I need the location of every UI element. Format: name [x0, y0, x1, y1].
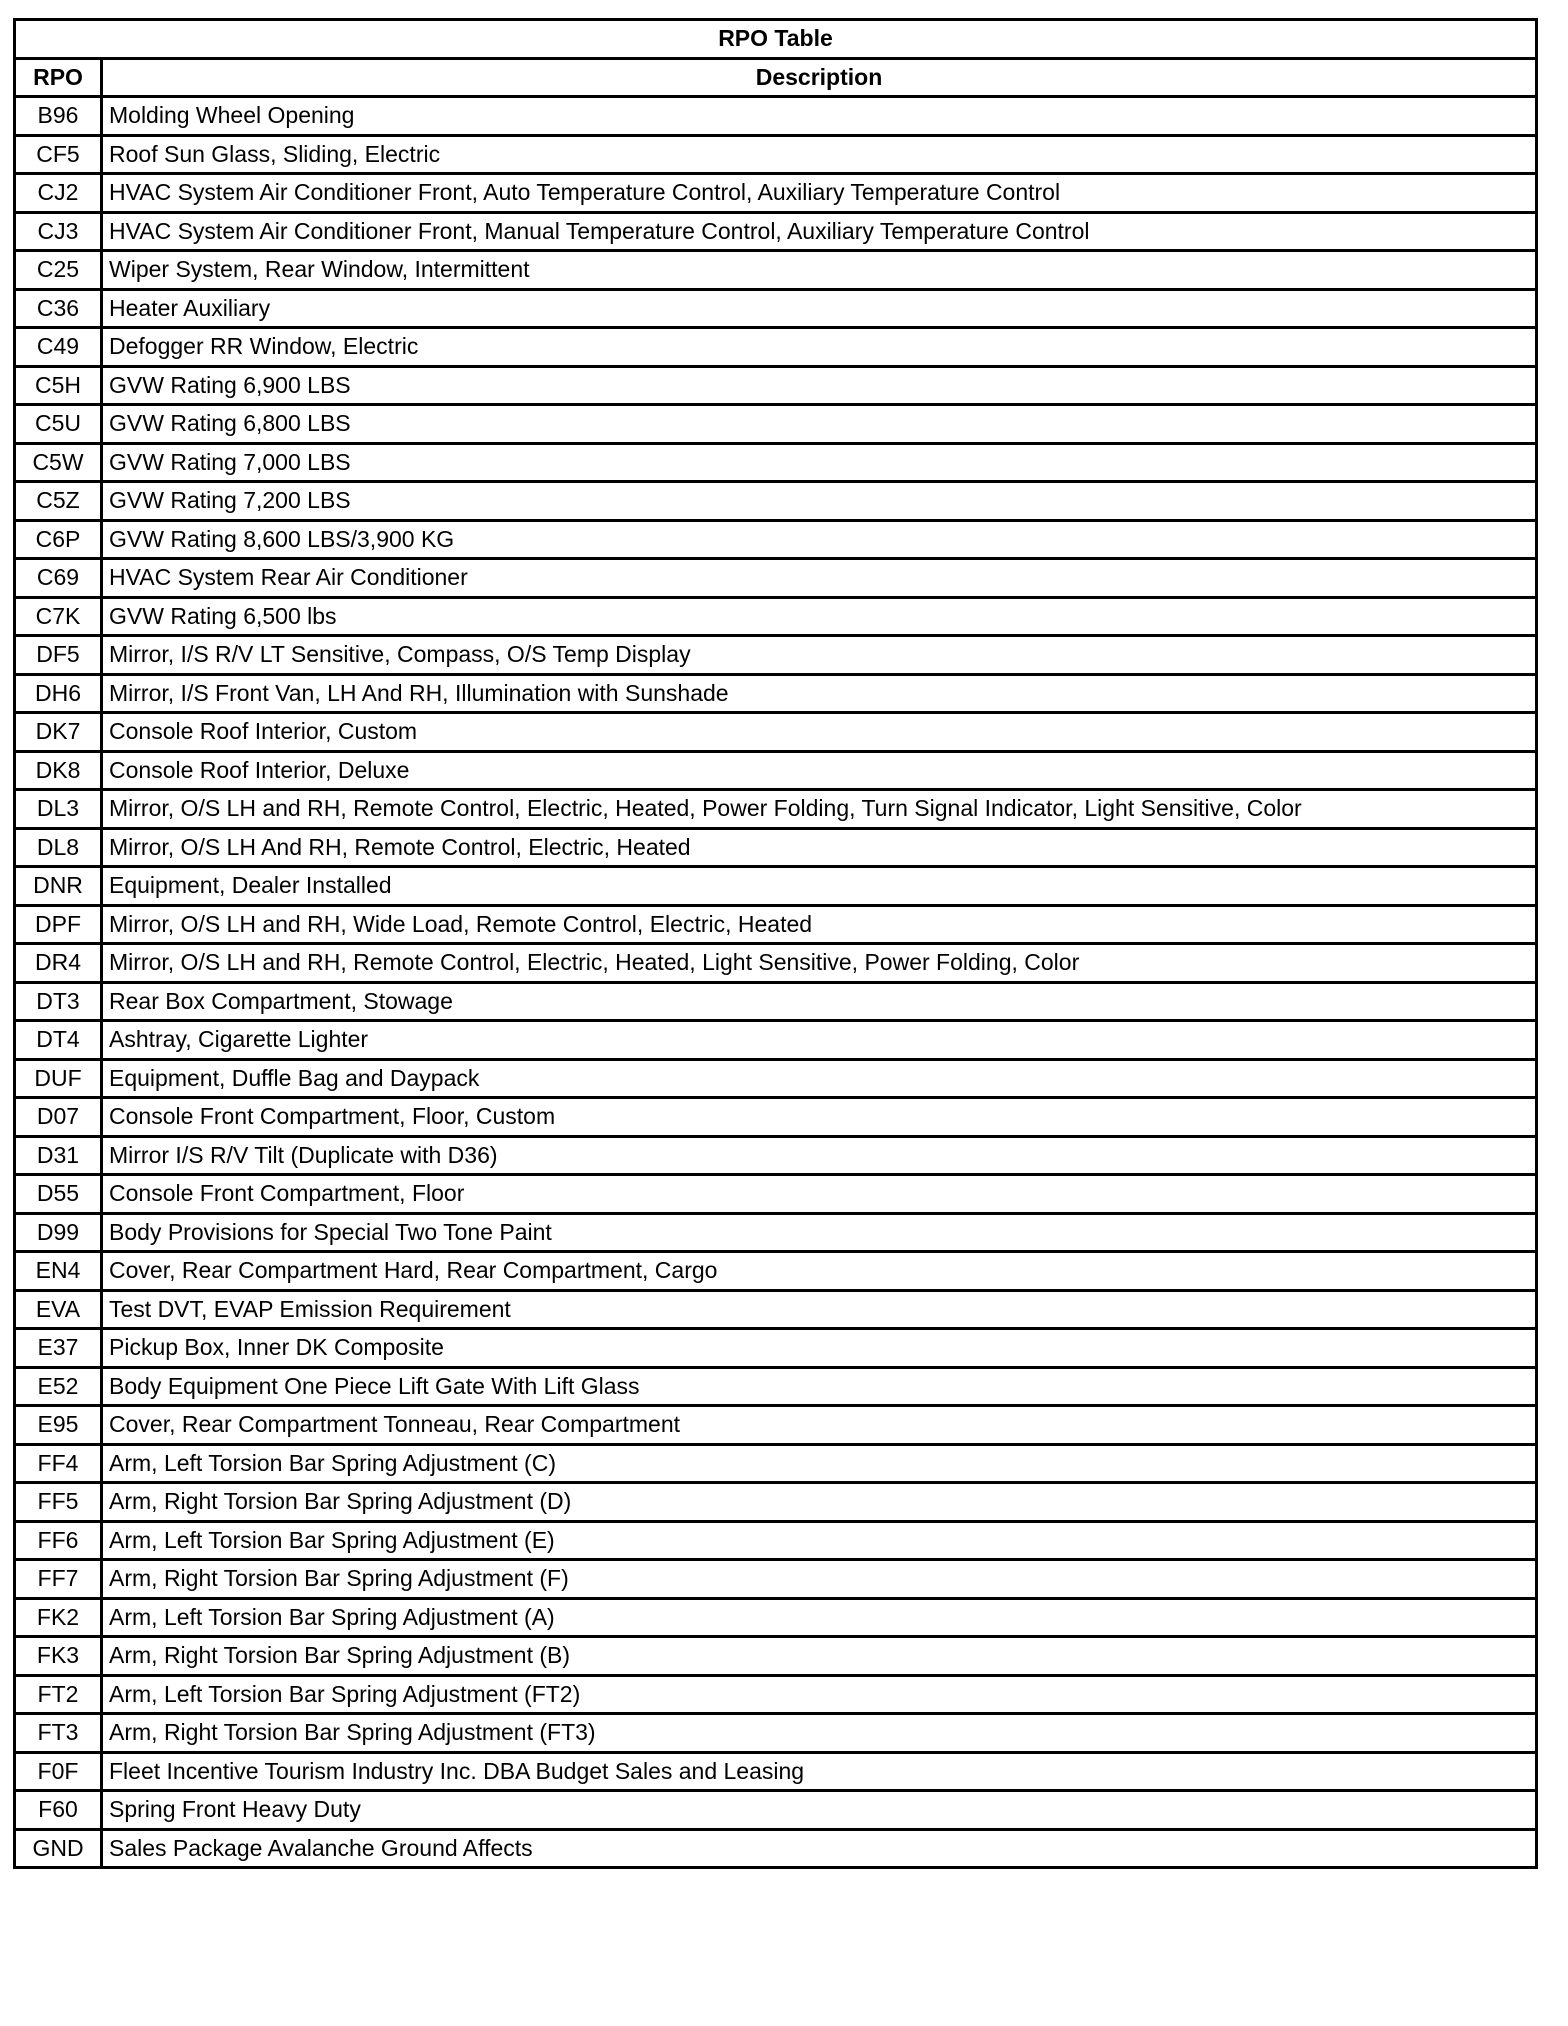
- rpo-code-cell: DH6: [15, 674, 102, 713]
- table-row: [15, 597, 1537, 636]
- description-cell: Mirror, O/S LH And RH, Remote Control, Electric, Heated: [102, 828, 1537, 867]
- description-cell: Arm, Left Torsion Bar Spring Adjustment (E): [102, 1521, 1537, 1560]
- description-cell: Console Front Compartment, Floor: [102, 1175, 1537, 1214]
- rpo-code-cell: DT4: [15, 1021, 102, 1060]
- description-cell: Arm, Right Torsion Bar Spring Adjustment (FT3): [102, 1714, 1537, 1753]
- table-body: [15, 97, 1537, 1868]
- description-cell: Arm, Left Torsion Bar Spring Adjustment (C): [102, 1444, 1537, 1483]
- rpo-code-cell: D31: [15, 1136, 102, 1175]
- description-cell: Defogger RR Window, Electric: [102, 328, 1537, 367]
- description-cell: Molding Wheel Opening: [102, 97, 1537, 136]
- rpo-code-cell: C5Z: [15, 482, 102, 521]
- header-row: [15, 58, 1537, 97]
- table-row: [15, 1059, 1537, 1098]
- table-row: [15, 1290, 1537, 1329]
- table-row: [15, 135, 1537, 174]
- table-row: [15, 1598, 1537, 1637]
- table-row: [15, 405, 1537, 444]
- table-row: [15, 97, 1537, 136]
- description-cell: Equipment, Duffle Bag and Daypack: [102, 1059, 1537, 1098]
- table-title: RPO Table: [15, 20, 1537, 59]
- table-row: [15, 867, 1537, 906]
- description-cell: Mirror I/S R/V Tilt (Duplicate with D36): [102, 1136, 1537, 1175]
- rpo-code-cell: D07: [15, 1098, 102, 1137]
- table-row: [15, 520, 1537, 559]
- description-cell: Arm, Right Torsion Bar Spring Adjustment (B): [102, 1637, 1537, 1676]
- table-row: [15, 1829, 1537, 1868]
- description-cell: GVW Rating 7,200 LBS: [102, 482, 1537, 521]
- rpo-code-cell: FF6: [15, 1521, 102, 1560]
- rpo-code-cell: D99: [15, 1213, 102, 1252]
- description-cell: Roof Sun Glass, Sliding, Electric: [102, 135, 1537, 174]
- rpo-code-cell: EVA: [15, 1290, 102, 1329]
- table-row: [15, 1791, 1537, 1830]
- table-row: [15, 790, 1537, 829]
- rpo-code-cell: DK8: [15, 751, 102, 790]
- table-row: [15, 1213, 1537, 1252]
- rpo-code-cell: EN4: [15, 1252, 102, 1291]
- description-cell: HVAC System Rear Air Conditioner: [102, 559, 1537, 598]
- table-row: [15, 1675, 1537, 1714]
- description-cell: Pickup Box, Inner DK Composite: [102, 1329, 1537, 1368]
- table-row: [15, 1329, 1537, 1368]
- rpo-code-cell: CJ3: [15, 212, 102, 251]
- rpo-code-cell: C49: [15, 328, 102, 367]
- rpo-code-cell: DR4: [15, 944, 102, 983]
- rpo-code-cell: DF5: [15, 636, 102, 675]
- rpo-code-cell: FF4: [15, 1444, 102, 1483]
- rpo-code-cell: DL3: [15, 790, 102, 829]
- description-cell: HVAC System Air Conditioner Front, Manual Temperature Control, Auxiliary Temperature Control: [102, 212, 1537, 251]
- description-cell: Body Equipment One Piece Lift Gate With Lift Glass: [102, 1367, 1537, 1406]
- table-row: [15, 1252, 1537, 1291]
- rpo-code-cell: E95: [15, 1406, 102, 1445]
- table-row: [15, 828, 1537, 867]
- table-row: [15, 1521, 1537, 1560]
- rpo-code-cell: C5W: [15, 443, 102, 482]
- description-cell: Arm, Right Torsion Bar Spring Adjustment (D): [102, 1483, 1537, 1522]
- rpo-code-cell: DUF: [15, 1059, 102, 1098]
- description-cell: Rear Box Compartment, Stowage: [102, 982, 1537, 1021]
- rpo-code-cell: C6P: [15, 520, 102, 559]
- rpo-code-cell: GND: [15, 1829, 102, 1868]
- description-cell: GVW Rating 6,800 LBS: [102, 405, 1537, 444]
- table-row: [15, 174, 1537, 213]
- rpo-code-cell: F60: [15, 1791, 102, 1830]
- rpo-code-cell: FK2: [15, 1598, 102, 1637]
- table-row: [15, 1367, 1537, 1406]
- rpo-code-cell: C5U: [15, 405, 102, 444]
- table-row: [15, 636, 1537, 675]
- description-cell: GVW Rating 6,900 LBS: [102, 366, 1537, 405]
- description-cell: Mirror, O/S LH and RH, Remote Control, Electric, Heated, Light Sensitive, Power Folding, Color: [102, 944, 1537, 983]
- description-cell: Test DVT, EVAP Emission Requirement: [102, 1290, 1537, 1329]
- description-cell: Wiper System, Rear Window, Intermittent: [102, 251, 1537, 290]
- table-row: [15, 1637, 1537, 1676]
- table-row: [15, 443, 1537, 482]
- description-cell: Arm, Right Torsion Bar Spring Adjustment (F): [102, 1560, 1537, 1599]
- description-cell: Console Front Compartment, Floor, Custom: [102, 1098, 1537, 1137]
- description-cell: GVW Rating 7,000 LBS: [102, 443, 1537, 482]
- rpo-code-cell: C69: [15, 559, 102, 598]
- table-row: [15, 328, 1537, 367]
- table-row: [15, 1752, 1537, 1791]
- rpo-code-cell: FF7: [15, 1560, 102, 1599]
- table-row: [15, 1560, 1537, 1599]
- rpo-code-cell: FF5: [15, 1483, 102, 1522]
- description-cell: Mirror, O/S LH and RH, Remote Control, Electric, Heated, Power Folding, Turn Signal Indicator, Light Sensitive, Color: [102, 790, 1537, 829]
- rpo-code-cell: F0F: [15, 1752, 102, 1791]
- rpo-table: [13, 18, 1538, 1869]
- description-cell: Mirror, O/S LH and RH, Wide Load, Remote Control, Electric, Heated: [102, 905, 1537, 944]
- description-cell: Equipment, Dealer Installed: [102, 867, 1537, 906]
- table-row: [15, 1714, 1537, 1753]
- table-row: [15, 1021, 1537, 1060]
- rpo-code-cell: FK3: [15, 1637, 102, 1676]
- description-cell: Sales Package Avalanche Ground Affects: [102, 1829, 1537, 1868]
- description-cell: Arm, Left Torsion Bar Spring Adjustment (A): [102, 1598, 1537, 1637]
- description-cell: GVW Rating 8,600 LBS/3,900 KG: [102, 520, 1537, 559]
- table-row: [15, 212, 1537, 251]
- description-cell: Console Roof Interior, Custom: [102, 713, 1537, 752]
- rpo-code-cell: B96: [15, 97, 102, 136]
- rpo-code-cell: E52: [15, 1367, 102, 1406]
- table-row: [15, 251, 1537, 290]
- description-cell: Body Provisions for Special Two Tone Paint: [102, 1213, 1537, 1252]
- description-cell: Mirror, I/S R/V LT Sensitive, Compass, O/S Temp Display: [102, 636, 1537, 675]
- table-row: [15, 1406, 1537, 1445]
- table-row: [15, 1444, 1537, 1483]
- rpo-code-cell: D55: [15, 1175, 102, 1214]
- table-row: [15, 1098, 1537, 1137]
- title-row: [15, 20, 1537, 59]
- description-cell: HVAC System Air Conditioner Front, Auto Temperature Control, Auxiliary Temperature Control: [102, 174, 1537, 213]
- rpo-code-cell: C5H: [15, 366, 102, 405]
- rpo-code-cell: E37: [15, 1329, 102, 1368]
- rpo-code-cell: DNR: [15, 867, 102, 906]
- table-row: [15, 1483, 1537, 1522]
- description-cell: Cover, Rear Compartment Hard, Rear Compartment, Cargo: [102, 1252, 1537, 1291]
- table-row: [15, 289, 1537, 328]
- rpo-code-cell: CJ2: [15, 174, 102, 213]
- rpo-code-cell: CF5: [15, 135, 102, 174]
- rpo-code-cell: C36: [15, 289, 102, 328]
- rpo-code-cell: FT2: [15, 1675, 102, 1714]
- description-cell: Cover, Rear Compartment Tonneau, Rear Compartment: [102, 1406, 1537, 1445]
- description-cell: Arm, Left Torsion Bar Spring Adjustment (FT2): [102, 1675, 1537, 1714]
- rpo-column-header: RPO: [15, 58, 102, 97]
- table-row: [15, 905, 1537, 944]
- table-row: [15, 1175, 1537, 1214]
- rpo-code-cell: DL8: [15, 828, 102, 867]
- description-cell: Console Roof Interior, Deluxe: [102, 751, 1537, 790]
- table-row: [15, 482, 1537, 521]
- table-row: [15, 559, 1537, 598]
- rpo-code-cell: C25: [15, 251, 102, 290]
- table-row: [15, 366, 1537, 405]
- rpo-code-cell: C7K: [15, 597, 102, 636]
- rpo-code-cell: FT3: [15, 1714, 102, 1753]
- description-column-header: Description: [102, 58, 1537, 97]
- rpo-code-cell: DPF: [15, 905, 102, 944]
- table-row: [15, 982, 1537, 1021]
- table-row: [15, 713, 1537, 752]
- table-row: [15, 674, 1537, 713]
- description-cell: Fleet Incentive Tourism Industry Inc. DBA Budget Sales and Leasing: [102, 1752, 1537, 1791]
- description-cell: Mirror, I/S Front Van, LH And RH, Illumination with Sunshade: [102, 674, 1537, 713]
- table-row: [15, 944, 1537, 983]
- description-cell: Heater Auxiliary: [102, 289, 1537, 328]
- description-cell: GVW Rating 6,500 lbs: [102, 597, 1537, 636]
- rpo-code-cell: DK7: [15, 713, 102, 752]
- table-row: [15, 1136, 1537, 1175]
- description-cell: Spring Front Heavy Duty: [102, 1791, 1537, 1830]
- rpo-code-cell: DT3: [15, 982, 102, 1021]
- description-cell: Ashtray, Cigarette Lighter: [102, 1021, 1537, 1060]
- table-row: [15, 751, 1537, 790]
